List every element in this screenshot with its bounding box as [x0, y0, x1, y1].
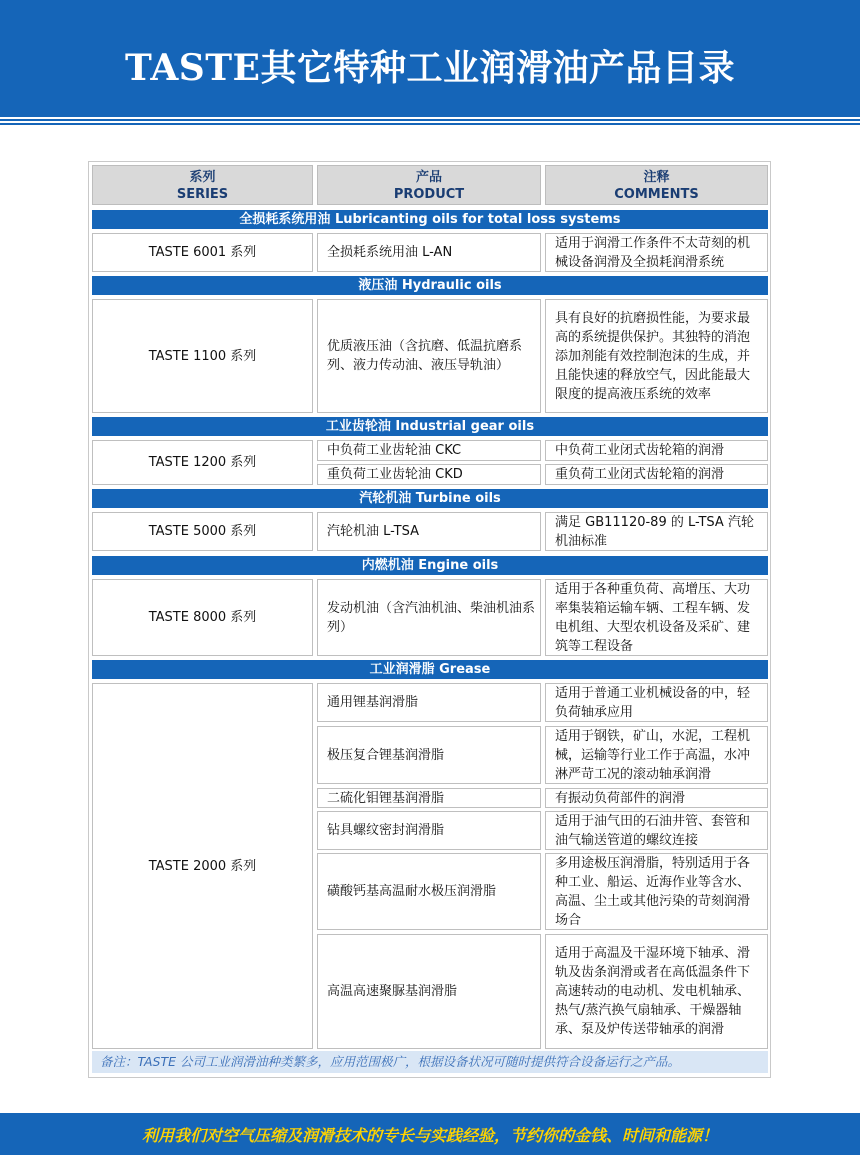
section-title: 工业齿轮油 Industrial gear oils [92, 417, 768, 436]
product-cell: 钻具螺纹密封润滑脂 [317, 811, 541, 850]
series-cell: TASTE 8000 系列 [92, 579, 313, 656]
series-cell: TASTE 6001 系列 [92, 233, 313, 272]
product-cell: 高温高速聚脲基润滑脂 [317, 934, 541, 1049]
section-title: 液压油 Hydraulic oils [92, 276, 768, 295]
product-cell: 通用锂基润滑脂 [317, 683, 541, 722]
product-cell: 二硫化钼锂基润滑脂 [317, 788, 541, 808]
column-header-en: PRODUCT [393, 187, 465, 202]
comment-cell: 适用于润滑工作条件不太苛刻的机械设备润滑及全损耗润滑系统 [545, 233, 768, 272]
column-header-cn: 系列 [189, 170, 216, 185]
product-cell: 汽轮机油 L-TSA [317, 512, 541, 551]
comment-cell: 适用于各种重负荷、高增压、大功率集装箱运输车辆、工程车辆、发电机组、大型农机设备及采矿、建筑等工程设备 [545, 579, 768, 656]
comment-cell: 具有良好的抗磨损性能，为要求最高的系统提供保护。其独特的消泡添加剂能有效控制泡沫的生成，并且能快速的释放空气，因此能最大限度的提高液压系统的效率 [545, 299, 768, 413]
section-title: 汽轮机油 Turbine oils [92, 489, 768, 508]
column-header-series [92, 165, 313, 205]
footer-banner [0, 1113, 860, 1155]
column-header-en: COMMENTS [614, 187, 699, 202]
series-cell: TASTE 5000 系列 [92, 512, 313, 551]
series-cell: TASTE 1200 系列 [92, 440, 313, 485]
product-cell: 优质液压油（含抗磨、低温抗磨系列、液力传动油、液压导轨油） [317, 299, 541, 413]
series-cell: TASTE 1100 系列 [92, 299, 313, 413]
product-cell: 重负荷工业齿轮油 CKD [317, 464, 541, 485]
page-title: TASTE其它特种工业润滑油产品目录 [125, 47, 735, 89]
comment-cell: 适用于钢铁，矿山，水泥，工程机械，运输等行业工作于高温，水冲淋严苛工况的滚动轴承润滑 [545, 726, 768, 784]
product-cell: 中负荷工业齿轮油 CKC [317, 440, 541, 461]
product-cell: 极压复合锂基润滑脂 [317, 726, 541, 784]
section-title: 全损耗系统用油 Lubricanting oils for total loss systems [92, 210, 768, 229]
comment-cell: 适用于油气田的石油井管、套管和油气输送管道的螺纹连接 [545, 811, 768, 850]
comment-cell: 适用于高温及干湿环境下轴承、滑轨及齿条润滑或者在高低温条件下高速转动的电动机、发电机轴承、热气/蒸汽换气扇轴承、干燥器轴承、泵及炉传送带轴承的润滑 [545, 934, 768, 1049]
comment-cell: 重负荷工业闭式齿轮箱的润滑 [545, 464, 768, 485]
comment-cell: 适用于普通工业机械设备的中，轻负荷轴承应用 [545, 683, 768, 722]
column-header-cn: 产品 [415, 170, 442, 185]
series-cell: TASTE 2000 系列 [92, 683, 313, 1049]
section-title: 内燃机油 Engine oils [92, 556, 768, 575]
column-header-en: SERIES [176, 187, 229, 202]
comment-cell: 满足 GB11120-89 的 L-TSA 汽轮机油标准 [545, 512, 768, 551]
footer-slogan: 利用我们对空气压缩及润滑技术的专长与实践经验，节约你的金钱、时间和能源！ [141, 1126, 718, 1145]
section-title: 工业润滑脂 Grease [92, 660, 768, 679]
comment-cell: 多用途极压润滑脂，特别适用于各种工业、船运、近海作业等含水、高温、尘土或其他污染的苛刻润滑场合 [545, 853, 768, 930]
comment-cell: 有振动负荷部件的润滑 [545, 788, 768, 808]
comment-cell: 中负荷工业闭式齿轮箱的润滑 [545, 440, 768, 461]
column-header-product [317, 165, 541, 205]
footnote: 备注：TASTE 公司工业润滑油种类繁多，应用范围极广，根据设备状况可随时提供符合设备运行之产品。 [92, 1051, 768, 1073]
product-cell: 发动机油（含汽油机油、柴油机油系列） [317, 579, 541, 656]
header-banner [0, 0, 860, 115]
product-cell: 全损耗系统用油 L-AN [317, 233, 541, 272]
column-header-comments [545, 165, 768, 205]
column-header-cn: 注释 [643, 170, 670, 185]
product-cell: 磺酸钙基高温耐水极压润滑脂 [317, 853, 541, 930]
header-stripes [0, 115, 860, 127]
